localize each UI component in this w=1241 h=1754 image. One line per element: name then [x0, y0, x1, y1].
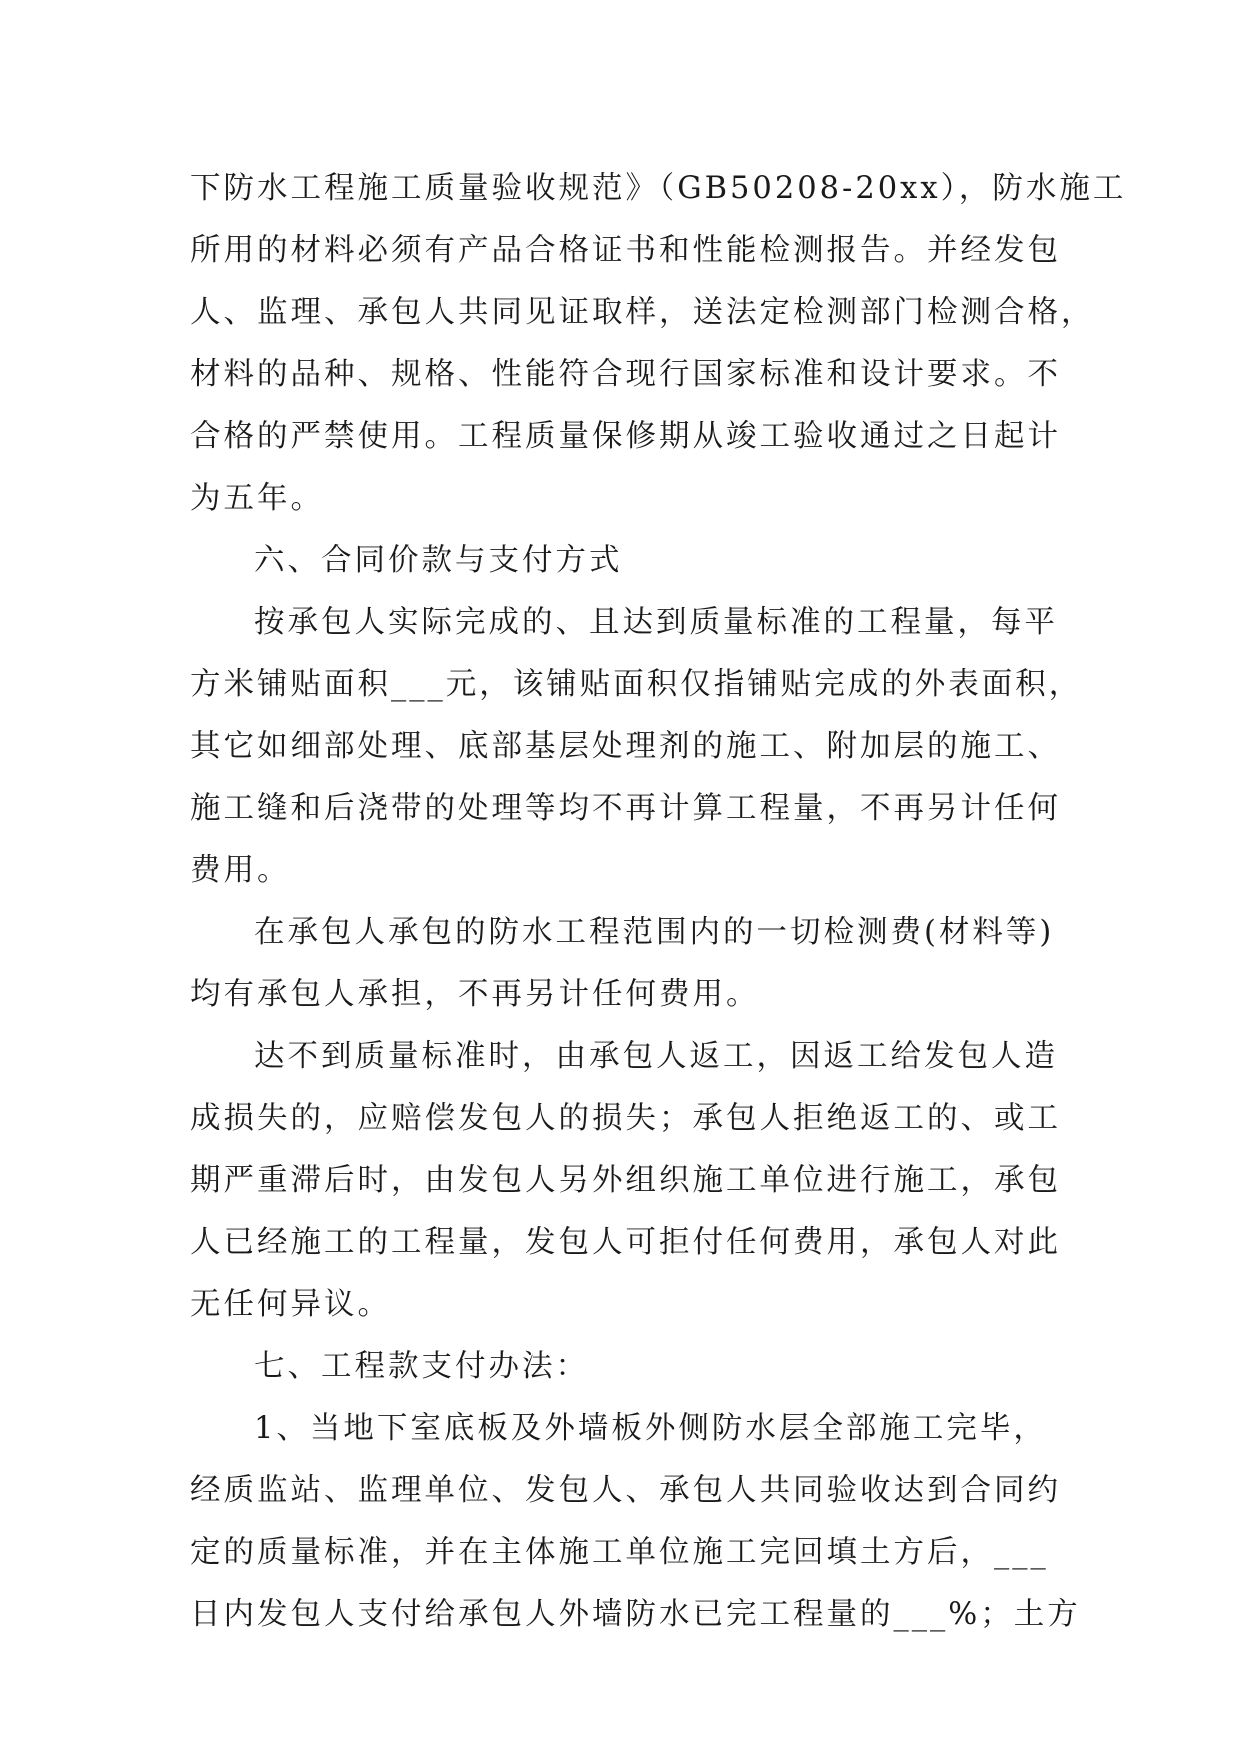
text-line: 定的质量标准，并在主体施工单位施工完回填土方后，___	[190, 1535, 1049, 1570]
text-line: 所用的材料必须有产品合格证书和性能检测报告。并经发包	[190, 233, 1061, 268]
text-line: 在承包人承包的防水工程范围内的一切检测费(材料等)	[254, 915, 1055, 950]
text-line: 1、当地下室底板及外墙板外侧防水层全部施工完毕，	[254, 1411, 1047, 1446]
text-line: 方米铺贴面积___元，该铺贴面积仅指铺贴完成的外表面积，	[190, 667, 1083, 702]
text-line: 费用。	[190, 853, 291, 888]
text-line: 均有承包人承担，不再另计任何费用。	[190, 977, 760, 1012]
text-line: 经质监站、监理单位、发包人、承包人共同验收达到合同约	[190, 1473, 1061, 1508]
text-line: 人、监理、承包人共同见证取样，送法定检测部门检测合格，	[190, 295, 1095, 330]
text-line: 达不到质量标准时，由承包人返工，因返工给发包人造	[254, 1039, 1058, 1074]
text-line: 材料的品种、规格、性能符合现行国家标准和设计要求。不	[190, 357, 1061, 392]
text-line: 其它如细部处理、底部基层处理剂的施工、附加层的施工、	[190, 729, 1061, 764]
text-line: 下防水工程施工质量验收规范》（GB50208-20xx），防水施工	[190, 171, 1127, 206]
document-body	[190, 158, 1127, 1646]
text-line: 人已经施工的工程量，发包人可拒付任何费用，承包人对此	[190, 1225, 1061, 1260]
text-line: 合格的严禁使用。工程质量保修期从竣工验收通过之日起计	[190, 419, 1061, 454]
text-line: 期严重滞后时，由发包人另外组织施工单位进行施工，承包	[190, 1163, 1061, 1198]
text-line: 按承包人实际完成的、且达到质量标准的工程量，每平	[254, 605, 1058, 640]
text-line: 施工缝和后浇带的处理等均不再计算工程量，不再另计任何	[190, 791, 1061, 826]
text-line: 为五年。	[190, 481, 324, 516]
section-heading: 七、工程款支付办法：	[254, 1349, 589, 1384]
text-line: 成损失的，应赔偿发包人的损失；承包人拒绝返工的、或工	[190, 1101, 1061, 1136]
section-heading: 六、合同价款与支付方式	[254, 543, 623, 578]
text-line: 日内发包人支付给承包人外墙防水已完工程量的___%；土方	[190, 1597, 1081, 1632]
text-line: 无任何异议。	[190, 1287, 391, 1322]
